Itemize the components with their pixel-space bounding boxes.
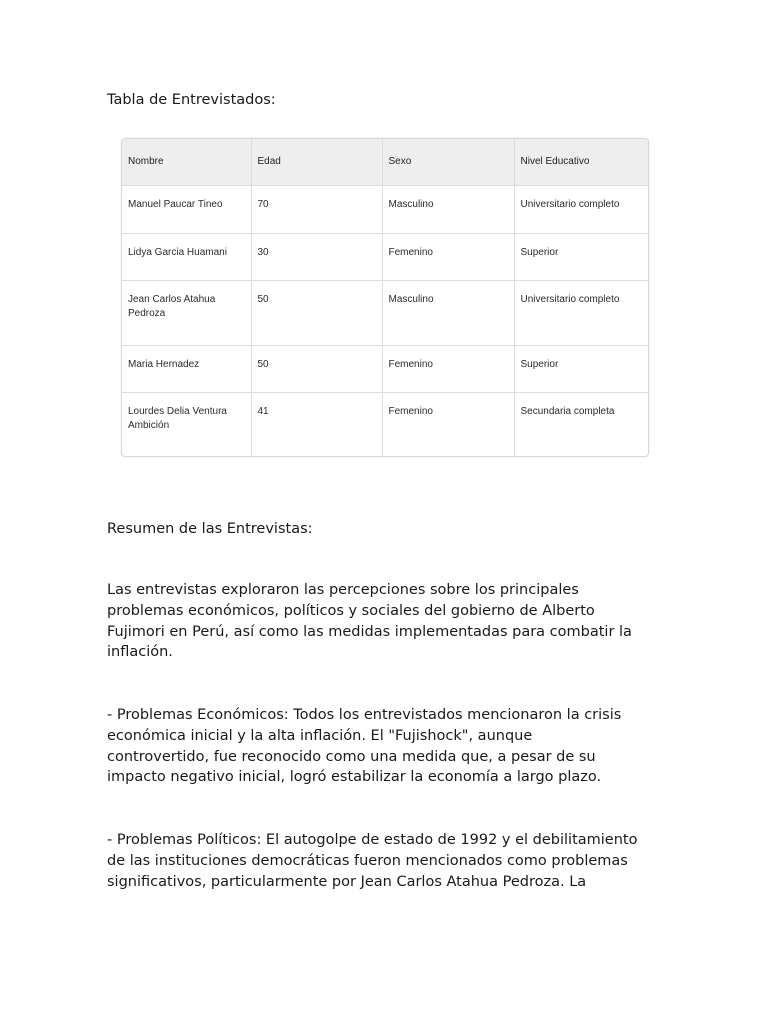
paragraph-political-problems: - Problemas Políticos: El autogolpe de estado de 1992 y el debilitamiento de las instituciones democráticas fueron mencionados como problemas significativos, particularmente por Jean Carlos Atahua Pedroza. La (107, 832, 638, 890)
interviewees-table (122, 139, 648, 456)
cell-nivel-educativo: Universitario completo (514, 281, 648, 346)
cell-sexo: Femenino (382, 346, 514, 393)
cell-edad: 50 (251, 281, 382, 346)
header-sexo: Sexo (382, 139, 514, 186)
cell-nombre: Maria Hernadez (122, 346, 251, 393)
cell-sexo: Femenino (382, 234, 514, 281)
cell-edad: 70 (251, 186, 382, 234)
table-header-row (122, 139, 648, 186)
cell-nivel-educativo: Superior (514, 346, 648, 393)
cell-nivel-educativo: Universitario completo (514, 186, 648, 234)
cell-nombre: Lidya Garcia Huamani (122, 234, 251, 281)
header-nivel-educativo: Nivel Educativo (514, 139, 648, 186)
cell-sexo: Masculino (382, 281, 514, 346)
cell-edad: 50 (251, 346, 382, 393)
table-row (122, 186, 648, 234)
cell-nombre: Jean Carlos Atahua Pedroza (122, 281, 251, 346)
cell-edad: 30 (251, 234, 382, 281)
cell-nivel-educativo: Superior (514, 234, 648, 281)
table-row (122, 234, 648, 281)
interviewees-table-image (121, 138, 649, 457)
table-row (122, 393, 648, 457)
header-nombre: Nombre (122, 139, 251, 186)
table-heading: Tabla de Entrevistados: (107, 92, 276, 108)
paragraph-economic-problems: - Problemas Económicos: Todos los entrevistados mencionaron la crisis económica inicial y la alta inflación. El "Fujishock", aunque controvertido, fue reconocido como una medida que, a pesar de su impacto negativo inicial, logró estabilizar la economía a largo plazo. (107, 707, 622, 786)
summary-heading: Resumen de las Entrevistas: (107, 521, 313, 537)
cell-sexo: Masculino (382, 186, 514, 234)
cell-sexo: Femenino (382, 393, 514, 457)
table-row (122, 281, 648, 346)
header-edad: Edad (251, 139, 382, 186)
cell-nombre: Lourdes Delia Ventura Ambición (122, 393, 251, 457)
cell-nombre: Manuel Paucar Tineo (122, 186, 251, 234)
cell-nivel-educativo: Secundaria completa (520, 406, 615, 417)
cell-edad: 41 (251, 393, 382, 457)
table-row (122, 346, 648, 393)
paragraph-intro: Las entrevistas exploraron las percepciones sobre los principales problemas económicos, políticos y sociales del gobierno de Alberto Fujimori en Perú, así como las medidas implementadas para combatir la inflación. (107, 582, 632, 661)
